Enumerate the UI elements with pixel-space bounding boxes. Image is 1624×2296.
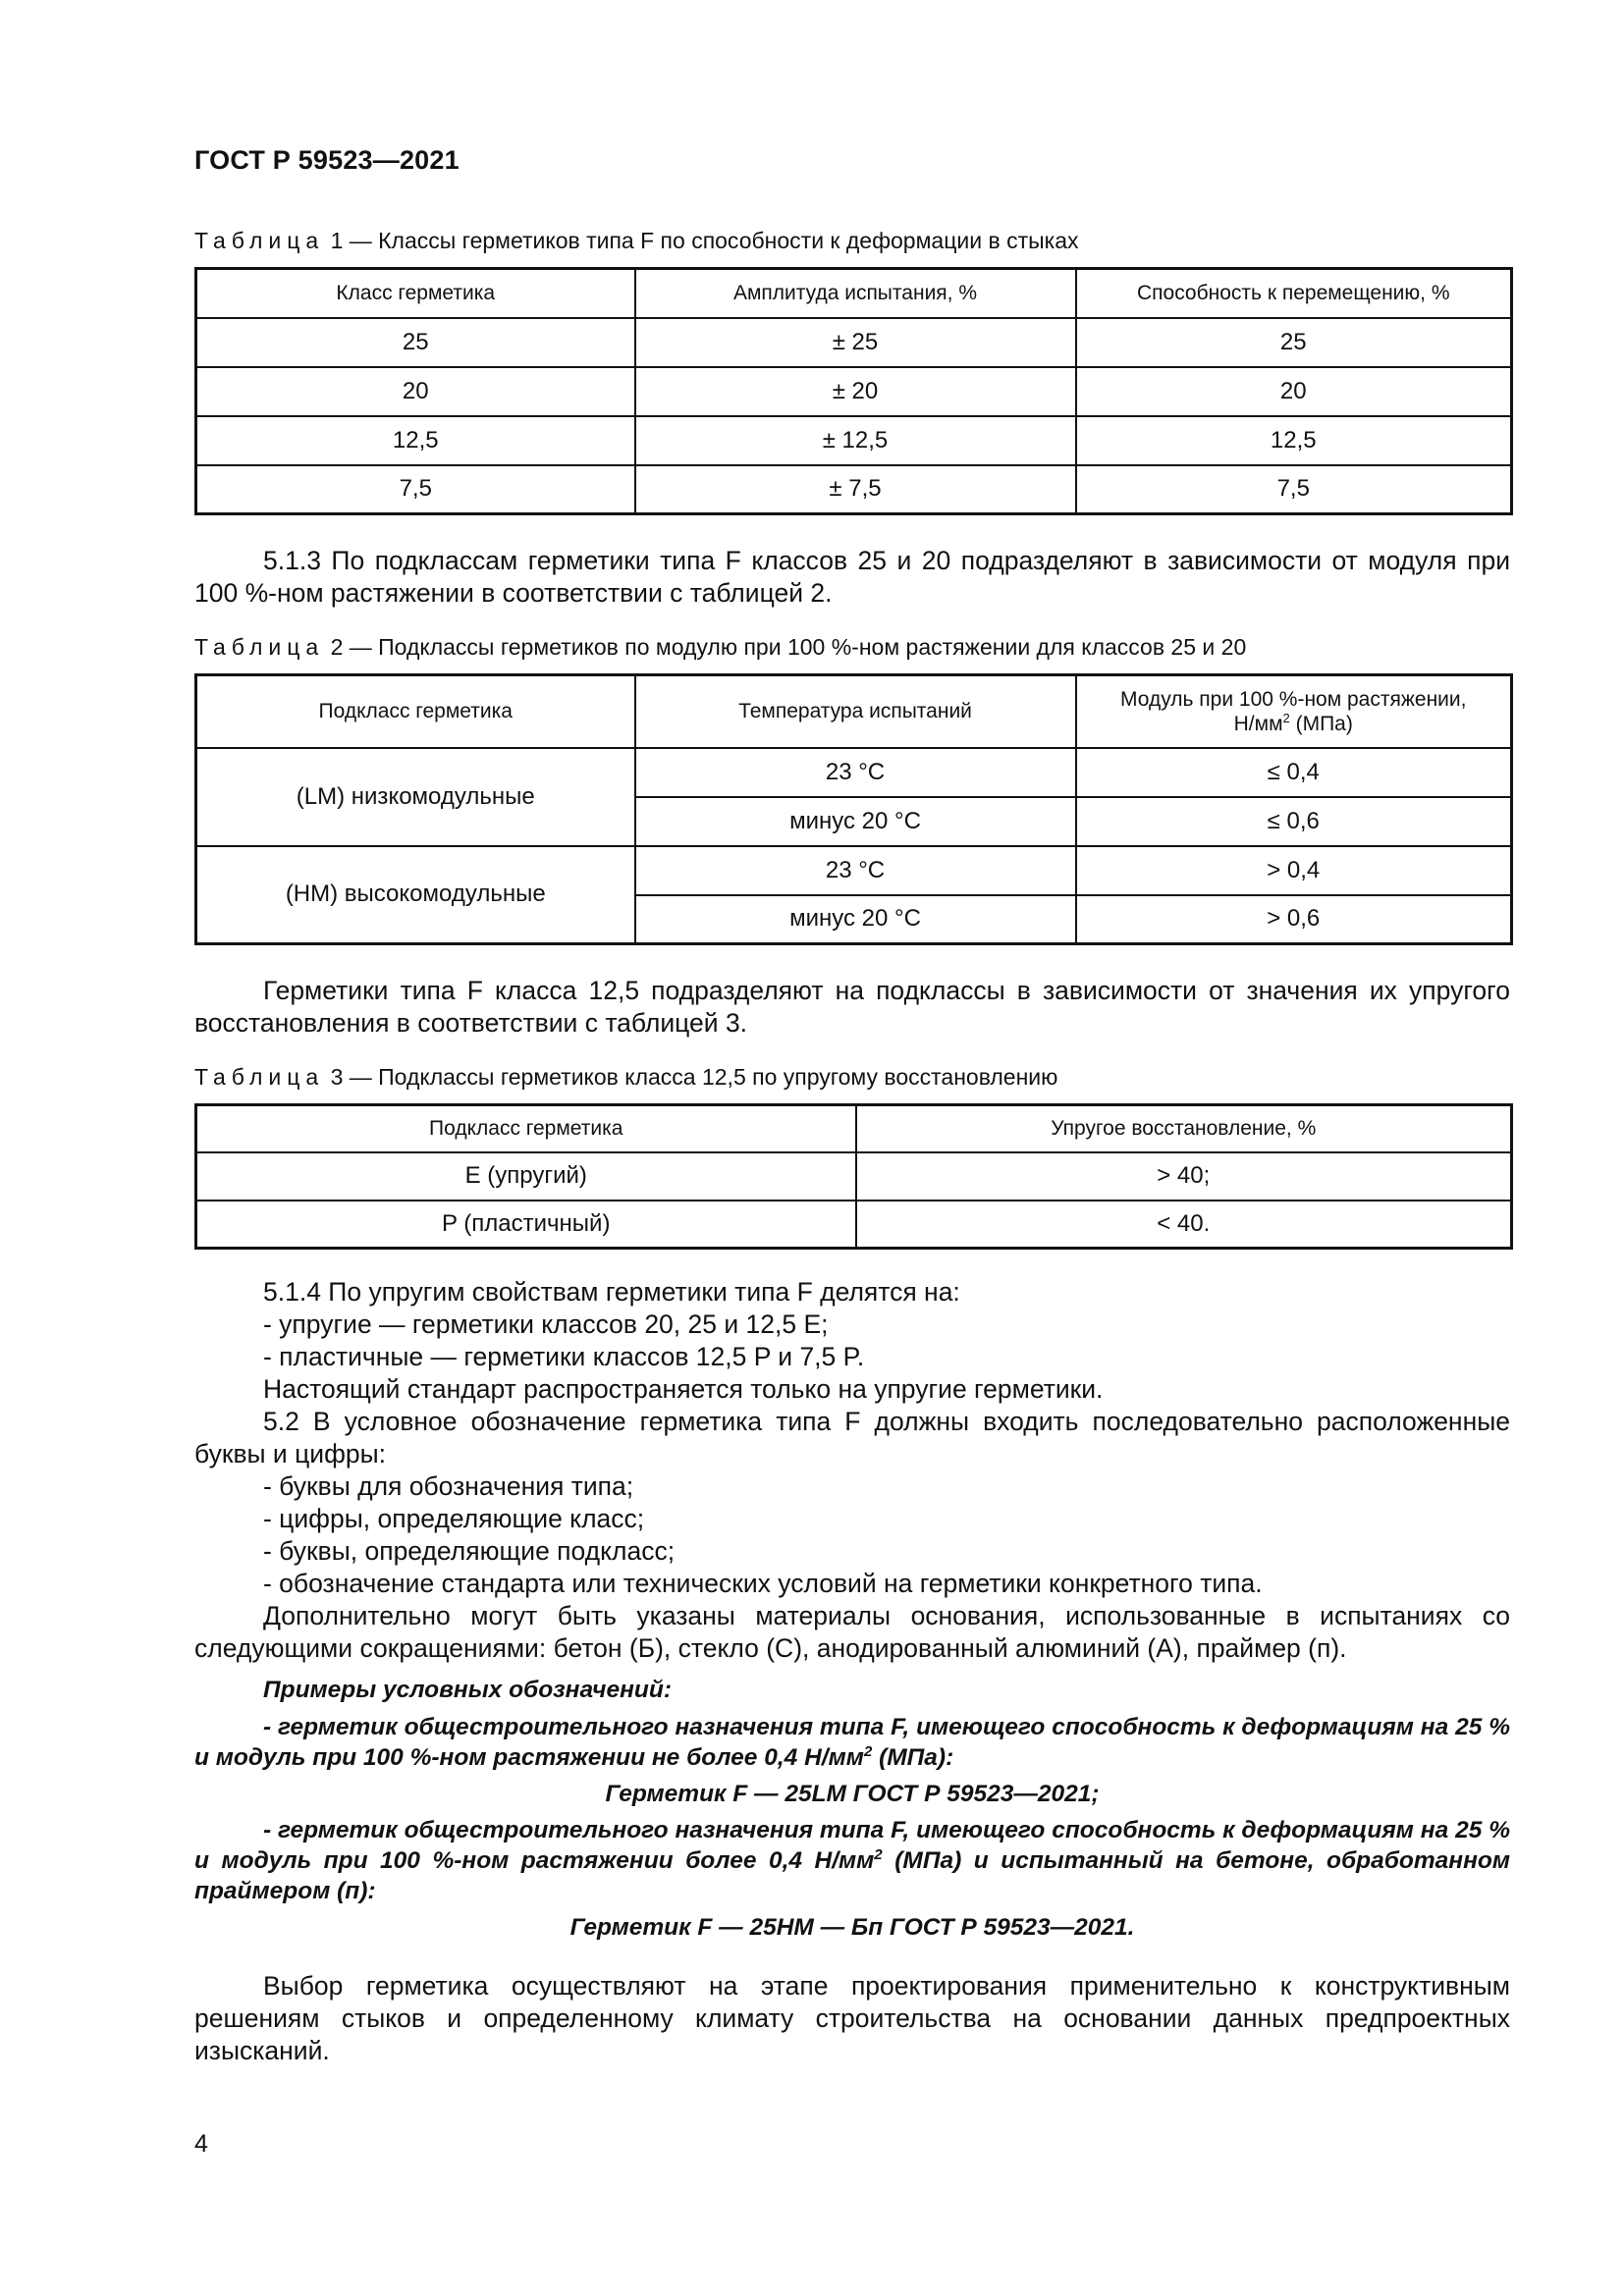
table1-row xyxy=(196,416,1512,465)
table1-label: Таблица xyxy=(194,228,325,253)
table2-header-sup: 2 xyxy=(1282,710,1290,725)
table1 xyxy=(194,267,1513,515)
paragraph-selection: Выбор герметика осуществляют на этапе проектирования применительно к конструктивным решениям стыков и определенному климату строительства на основании данных предпроектных изысканий. xyxy=(194,1971,1510,2065)
table3-title: — Подклассы герметиков класса 12,5 по упругому восстановлению xyxy=(349,1064,1058,1090)
table1-row xyxy=(196,465,1512,514)
example-1-sup: 2 xyxy=(863,1742,873,1760)
table3-caption xyxy=(194,1064,1057,1091)
table2-header-unit-tail: (МПа) xyxy=(1289,712,1353,735)
table2-header-cell xyxy=(1076,675,1512,748)
examples-heading: Примеры условных обозначений: xyxy=(263,1677,672,1703)
example-2-tail: (МПа) и испытанный на бетоне, обработанном праймером (п): xyxy=(194,1847,1510,1904)
paragraph-5-1-3: 5.1.3 По подклассам герметики типа F классов 25 и 20 подразделяют в зависимости от модуля при 100 %-ном растяжении в соответствии с таблицей 2. xyxy=(194,546,1510,608)
paragraph-scope: Настоящий стандарт распространяется только на упругие герметики. xyxy=(263,1374,1104,1404)
table1-cell: 20 xyxy=(1076,367,1512,416)
example-1-tail: (МПа): xyxy=(872,1744,954,1771)
table1-header-cell: Амплитуда испытания, % xyxy=(635,269,1076,318)
table3-row xyxy=(196,1201,1512,1249)
example-2-text xyxy=(194,1815,1510,1906)
list-item: - обозначение стандарта или технических условий на герметики конкретного типа. xyxy=(263,1569,1263,1598)
page-number: 4 xyxy=(194,2130,208,2158)
table2-cell: 23 °C xyxy=(635,748,1076,797)
example-2-sup: 2 xyxy=(874,1845,883,1863)
table3-header-cell: Подкласс герметика xyxy=(196,1105,856,1152)
table2-cell: минус 20 °C xyxy=(635,895,1076,944)
list-item: - буквы, определяющие подкласс; xyxy=(263,1536,676,1566)
example-1-text xyxy=(194,1712,1510,1773)
example-1-body: - герметик общестроительного назначения типа F, имеющего способность к деформациям на 25 % и модуль при 100 %-ном растяжении не более 0,4 Н/мм xyxy=(194,1714,1510,1771)
table3 xyxy=(194,1103,1513,1250)
document-header: ГОСТ Р 59523—2021 xyxy=(194,145,460,175)
paragraph-5-1-4: 5.1.4 По упругим свойствам герметики типа F делятся на: xyxy=(263,1277,960,1307)
table1-header-cell: Класс герметика xyxy=(196,269,635,318)
paragraph-elastic-recovery: Герметики типа F класса 12,5 подразделяют на подклассы в зависимости от значения их упругого восстановления в соответствии с таблицей 3. xyxy=(194,976,1510,1038)
table3-cell: P (пластичный) xyxy=(196,1201,856,1249)
table1-cell: 25 xyxy=(1076,318,1512,367)
list-item: - буквы для обозначения типа; xyxy=(263,1471,634,1501)
table3-cell: > 40; xyxy=(856,1152,1512,1201)
table2-subclass-cell: (HM) высокомодульные xyxy=(196,846,635,944)
table1-cell: ± 25 xyxy=(635,318,1076,367)
table2-label: Таблица xyxy=(194,634,325,660)
table2-number: 2 xyxy=(330,634,344,660)
table2-title: — Подклассы герметиков по модулю при 100 %-ном растяжении для классов 25 и 20 xyxy=(349,634,1247,660)
paragraph-additional: Дополнительно могут быть указаны материалы основания, использованные в испытаниях со следующими сокращениями: бетон (Б), стекло (С), анодированный алюминий (А), праймер (п). xyxy=(194,1601,1510,1663)
table2-header-cell: Температура испытаний xyxy=(635,675,1076,748)
list-item: - пластичные — герметики классов 12,5 P и 7,5 P. xyxy=(263,1342,865,1371)
table2 xyxy=(194,673,1513,945)
table1-header-row xyxy=(196,269,1512,318)
table1-cell: 12,5 xyxy=(196,416,635,465)
table2-cell: > 0,4 xyxy=(1076,846,1512,895)
table1-title: — Классы герметиков типа F по способности к деформации в стыках xyxy=(349,228,1079,253)
table2-cell: ≤ 0,6 xyxy=(1076,797,1512,846)
table2-header-row xyxy=(196,675,1512,748)
list-item: - цифры, определяющие класс; xyxy=(263,1504,645,1533)
table2-cell: > 0,6 xyxy=(1076,895,1512,944)
table3-cell: < 40. xyxy=(856,1201,1512,1249)
table2-subclass-cell: (LM) низкомодульные xyxy=(196,748,635,846)
table3-number: 3 xyxy=(330,1064,344,1090)
table2-cell: 23 °C xyxy=(635,846,1076,895)
list-item: - упругие — герметики классов 20, 25 и 12,5 E; xyxy=(263,1309,829,1339)
table3-cell: E (упругий) xyxy=(196,1152,856,1201)
table1-cell: 7,5 xyxy=(1076,465,1512,514)
table1-row xyxy=(196,318,1512,367)
table2-header-modulus: Модуль при 100 %-ном растяжении, xyxy=(1120,687,1467,711)
table1-number: 1 xyxy=(330,228,344,253)
table1-row xyxy=(196,367,1512,416)
table3-header-cell: Упругое восстановление, % xyxy=(856,1105,1512,1152)
example-1-code: Герметик F — 25LM ГОСТ Р 59523—2021; xyxy=(605,1781,1100,1807)
example-2-body: - герметик общестроительного назначения типа F, имеющего способность к деформациям на 25 % и модуль при 100 %-ном растяжении более 0,4 Н/мм xyxy=(194,1817,1510,1874)
table2-header-unit: Н/мм xyxy=(1233,712,1283,735)
table1-cell: 25 xyxy=(196,318,635,367)
table1-cell: ± 12,5 xyxy=(635,416,1076,465)
table1-cell: 7,5 xyxy=(196,465,635,514)
example-2-code: Герметик F — 25HM — Бп ГОСТ Р 59523—2021. xyxy=(569,1914,1135,1941)
table2-header-cell: Подкласс герметика xyxy=(196,675,635,748)
table1-caption xyxy=(194,228,1079,254)
table1-cell: ± 20 xyxy=(635,367,1076,416)
table3-row xyxy=(196,1152,1512,1201)
table1-cell: 20 xyxy=(196,367,635,416)
paragraph-5-2: 5.2 В условное обозначение герметика типа F должны входить последовательно расположенные буквы и цифры: xyxy=(194,1407,1510,1468)
table2-row xyxy=(196,748,1512,797)
table1-cell: 12,5 xyxy=(1076,416,1512,465)
table2-cell: минус 20 °C xyxy=(635,797,1076,846)
table2-caption xyxy=(194,634,1246,661)
table3-header-row xyxy=(196,1105,1512,1152)
table3-label: Таблица xyxy=(194,1064,325,1090)
table1-header-cell: Способность к перемещению, % xyxy=(1076,269,1512,318)
table2-cell: ≤ 0,4 xyxy=(1076,748,1512,797)
table2-row xyxy=(196,846,1512,895)
table1-cell: ± 7,5 xyxy=(635,465,1076,514)
